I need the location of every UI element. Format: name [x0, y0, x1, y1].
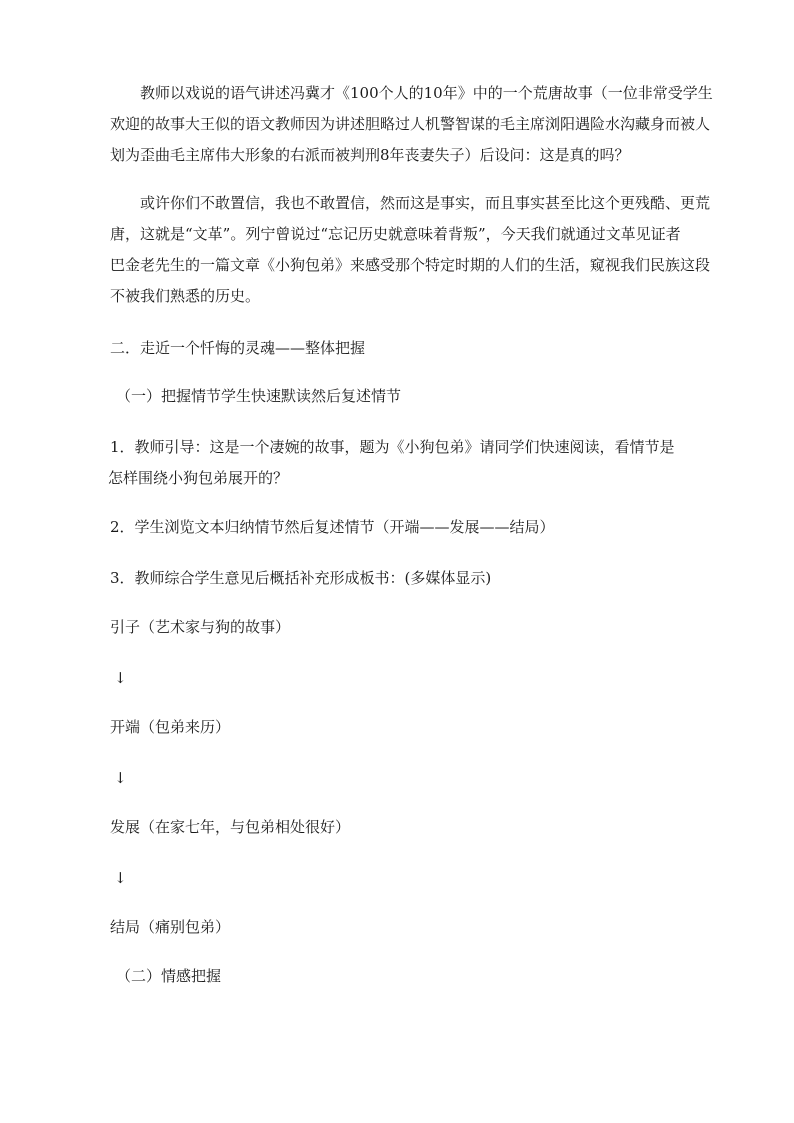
section-2-heading: 二．走近一个忏悔的灵魂——整体把握: [110, 339, 366, 357]
down-arrow-icon: ↓: [114, 669, 127, 687]
flow-step-2: 开端（包弟来历）: [110, 718, 231, 736]
flow-step-beginning: [110, 712, 720, 743]
text-line: 1．教师引导：这是一个凄婉的故事，题为《小狗包弟》请同学们快速阅读，看情节是: [110, 438, 675, 456]
flow-step-ending: [110, 912, 720, 943]
text-line: 或许你们不敢置信，我也不敢置信，然而这是事实，而且事实甚至比这个更残酷、更荒: [110, 194, 711, 212]
subsection-2-heading: （二）情感把握: [116, 967, 222, 985]
list-item-3: [110, 563, 720, 594]
text-line: 划为歪曲毛主席伟大形象的右派而被判刑8年丧妻失子）后设问：这是真的吗？: [110, 146, 630, 164]
paragraph-intro-story: [110, 78, 720, 171]
list-item-2: [110, 512, 720, 543]
flow-step-development: [110, 812, 720, 843]
text-line: 欢迎的故事大王似的语文教师因为讲述胆略过人机警智谋的毛主席浏阳遇险水沟藏身而被人: [110, 115, 711, 133]
down-arrow-icon: ↓: [114, 769, 127, 787]
flow-step-1: 引子（艺术家与狗的故事）: [110, 618, 291, 636]
flow-step-4: 结局（痛别包弟）: [110, 918, 231, 936]
subsection-heading: [110, 961, 720, 992]
paragraph-cultural-revolution: [110, 188, 720, 312]
subsection-heading: [110, 381, 720, 412]
subsection-1-heading: （一）把握情节学生快速默读然后复述情节: [116, 387, 402, 405]
text-line: 怎样围绕小狗包弟展开的？: [108, 469, 289, 487]
text-line: 不被我们熟悉的历史。: [110, 287, 261, 305]
section-heading: [110, 333, 720, 364]
flow-step-3: 发展（在家七年，与包弟相处很好）: [110, 818, 351, 836]
text-line: 3．教师综合学生意见后概括补充形成板书：(多媒体显示): [110, 569, 492, 587]
text-line: 2．学生浏览文本归纳情节然后复述情节（开端——发展——结局）: [110, 518, 555, 536]
list-item-1: [110, 432, 720, 494]
down-arrow-icon: ↓: [114, 869, 127, 887]
text-line: 教师以戏说的语气讲述冯冀才《100个人的10年》中的一个荒唐故事（一位非常受学生: [110, 84, 713, 102]
flow-step-intro: [110, 612, 720, 643]
text-line: 巴金老先生的一篇文章《小狗包弟》来感受那个特定时期的人们的生活，窥视我们民族这段: [110, 256, 711, 274]
text-line: 唐，这就是“文革”。列宁曾说过“忘记历史就意味着背叛”，今天我们就通过文革见证者: [110, 225, 681, 243]
